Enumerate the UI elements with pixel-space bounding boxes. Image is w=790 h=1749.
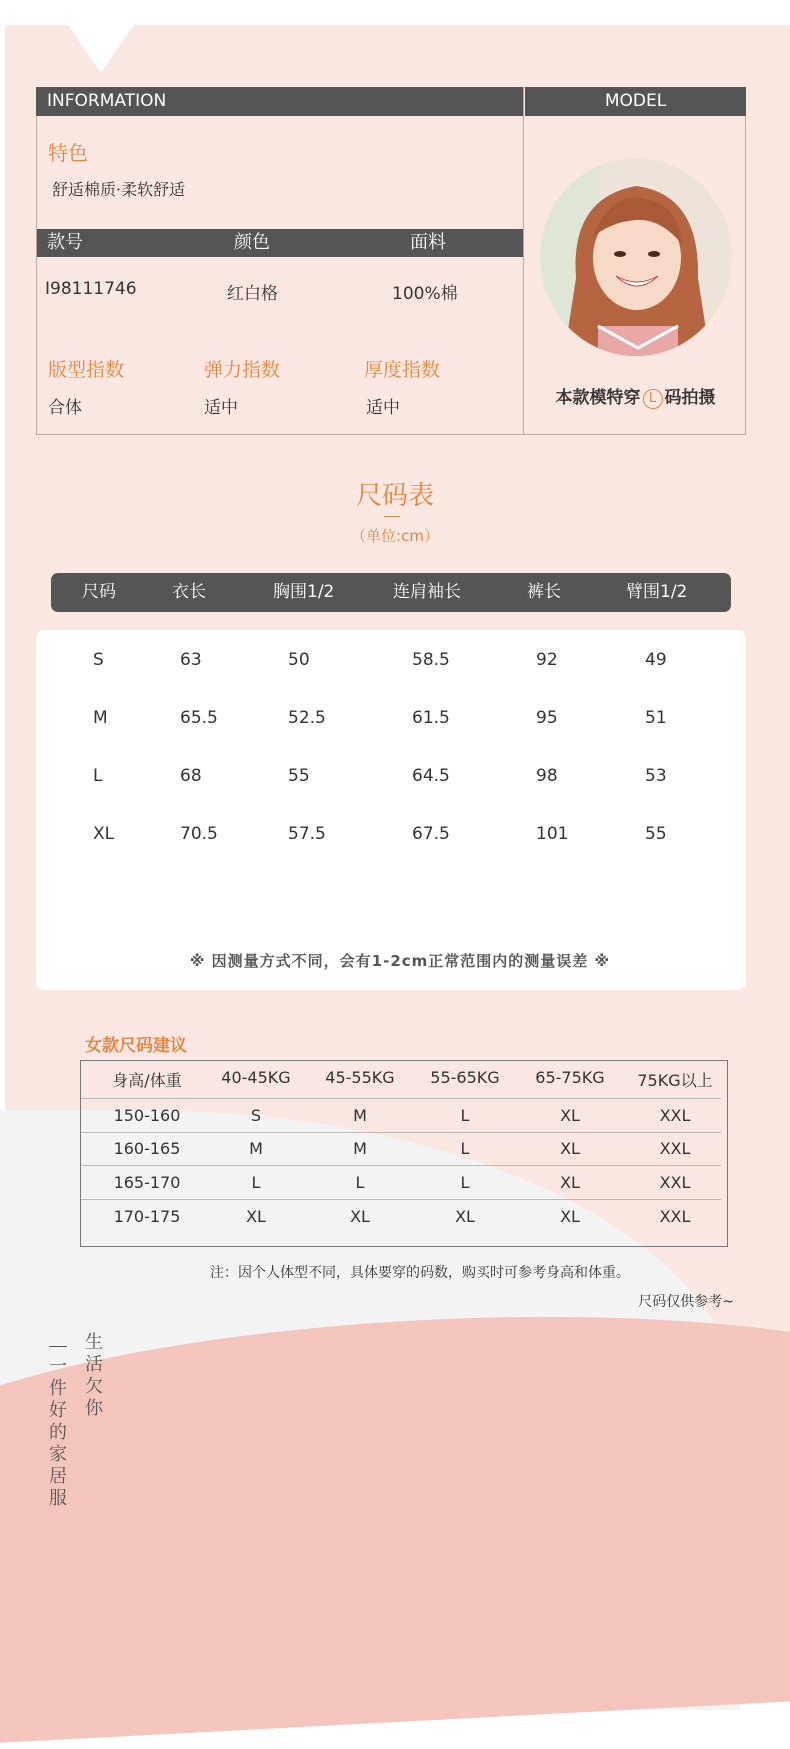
index-value-fit: 合体 <box>48 398 82 418</box>
recommend-cell: L <box>460 1173 470 1192</box>
recommend-note: 注：因个人体型不同，具体要穿的码数，购买时可参考身高和体重。 <box>210 1265 630 1281</box>
recommend-cell: M <box>353 1139 367 1158</box>
model-photo <box>540 158 732 356</box>
size-cell: 50 <box>288 650 310 670</box>
recommend-cell: XXL <box>659 1139 691 1158</box>
index-title-thickness: 厚度指数 <box>364 359 441 381</box>
recommend-row-divider <box>81 1132 721 1133</box>
recommend-cell: L <box>355 1173 365 1192</box>
recommend-header: 40-45KG <box>221 1068 291 1087</box>
top-notch <box>68 25 134 73</box>
size-header-arm: 臂围1/2 <box>626 582 688 602</box>
size-cell: M <box>93 708 108 728</box>
index-title-fit: 版型指数 <box>48 359 125 381</box>
size-cell: 65.5 <box>180 708 218 728</box>
size-header-pants: 裤长 <box>527 582 561 602</box>
recommend-header: 45-55KG <box>325 1068 395 1087</box>
size-cell: 70.5 <box>180 824 218 844</box>
recommend-header: 65-75KG <box>535 1068 605 1087</box>
recommend-cell: XXL <box>659 1207 691 1226</box>
recommend-cell: XXL <box>659 1106 691 1125</box>
size-cell: 55 <box>288 766 310 786</box>
recommend-row-divider <box>81 1165 721 1166</box>
recommend-cell: XL <box>246 1207 266 1226</box>
size-cell: 67.5 <box>412 824 450 844</box>
size-cell: 53 <box>645 766 667 786</box>
panel-divider <box>523 87 524 435</box>
recommend-header: 75KG以上 <box>637 1071 713 1090</box>
recommend-cell: 170-175 <box>113 1207 181 1226</box>
recommend-cell: M <box>249 1139 263 1158</box>
size-cell: 58.5 <box>412 650 450 670</box>
information-header: INFORMATION <box>36 87 523 116</box>
attr-value-fabric: 100%棉 <box>392 284 458 304</box>
size-header-bust: 胸围1/2 <box>273 582 335 602</box>
bottom-decoration-pink <box>0 1291 790 1748</box>
recommend-cell: S <box>250 1106 262 1125</box>
size-cell: 92 <box>536 650 558 670</box>
recommend-cell: 160-165 <box>113 1139 181 1158</box>
model-caption-prefix: 本款模特穿 <box>555 388 641 408</box>
recommend-cell: XL <box>560 1139 580 1158</box>
model-caption <box>525 383 746 409</box>
recommend-cell: XL <box>560 1173 580 1192</box>
recommend-cell: XL <box>455 1207 475 1226</box>
recommend-cell: L <box>460 1139 470 1158</box>
slogan-column-1: 一件好的家居服 <box>49 1356 67 1509</box>
model-size-badge: L <box>643 389 663 409</box>
size-cell: 64.5 <box>412 766 450 786</box>
recommend-header: 身高/体重 <box>112 1071 182 1090</box>
size-cell: 49 <box>645 650 667 670</box>
attribute-header-bar <box>37 229 523 257</box>
attr-value-color: 红白格 <box>227 284 278 304</box>
recommend-cell: M <box>353 1106 367 1125</box>
size-cell: 95 <box>536 708 558 728</box>
slogan-column-2: 生活欠你 <box>85 1332 103 1419</box>
index-title-elasticity: 弹力指数 <box>204 359 281 381</box>
recommend-header: 55-65KG <box>430 1068 500 1087</box>
size-cell: 98 <box>536 766 558 786</box>
model-caption-suffix: 码拍摄 <box>664 388 716 408</box>
size-chart-unit: （单位:cm） <box>351 527 439 545</box>
model-header: MODEL <box>525 87 746 116</box>
size-table-body <box>36 630 746 990</box>
size-cell: 57.5 <box>288 824 326 844</box>
size-cell: 55 <box>645 824 667 844</box>
index-value-elasticity: 适中 <box>204 398 238 418</box>
size-cell: 63 <box>180 650 202 670</box>
size-header-size: 尺码 <box>82 582 116 602</box>
title-underline <box>384 516 400 517</box>
recommend-cell: L <box>251 1173 261 1192</box>
size-cell: 61.5 <box>412 708 450 728</box>
recommend-row-divider <box>81 1199 721 1200</box>
index-value-thickness: 适中 <box>366 398 400 418</box>
recommend-title: 女款尺码建议 <box>85 1036 187 1056</box>
attr-header-fabric: 面料 <box>410 232 446 253</box>
attr-value-style-no: I98111746 <box>45 279 137 299</box>
size-chart-title: 尺码表 <box>355 481 434 511</box>
measurement-note: ※ 因测量方式不同，会有1-2cm正常范围内的测量误差 ※ <box>189 952 611 970</box>
feature-title: 特色 <box>48 141 88 165</box>
recommend-cell: XL <box>560 1207 580 1226</box>
size-header-sleeve: 连肩袖长 <box>393 582 461 602</box>
attr-header-color: 颜色 <box>234 232 270 253</box>
size-cell: XL <box>93 824 115 844</box>
recommend-cell: XL <box>560 1106 580 1125</box>
recommend-cell: L <box>460 1106 470 1125</box>
recommend-note-reference: 尺码仅供参考~ <box>638 1294 734 1310</box>
size-cell: L <box>93 766 103 786</box>
recommend-cell: XXL <box>659 1173 691 1192</box>
slogan-dash <box>49 1346 67 1347</box>
recommend-cell: XL <box>350 1207 370 1226</box>
size-cell: S <box>93 650 104 670</box>
recommend-cell: 165-170 <box>113 1173 181 1192</box>
recommend-cell: 150-160 <box>113 1106 181 1125</box>
recommend-row-divider <box>81 1098 721 1099</box>
attr-header-style-no: 款号 <box>47 232 83 253</box>
size-header-length: 衣长 <box>172 582 206 602</box>
size-cell: 101 <box>536 824 569 844</box>
size-cell: 51 <box>645 708 667 728</box>
size-cell: 52.5 <box>288 708 326 728</box>
size-cell: 68 <box>180 766 202 786</box>
feature-description: 舒适棉质·柔软舒适 <box>52 180 186 199</box>
